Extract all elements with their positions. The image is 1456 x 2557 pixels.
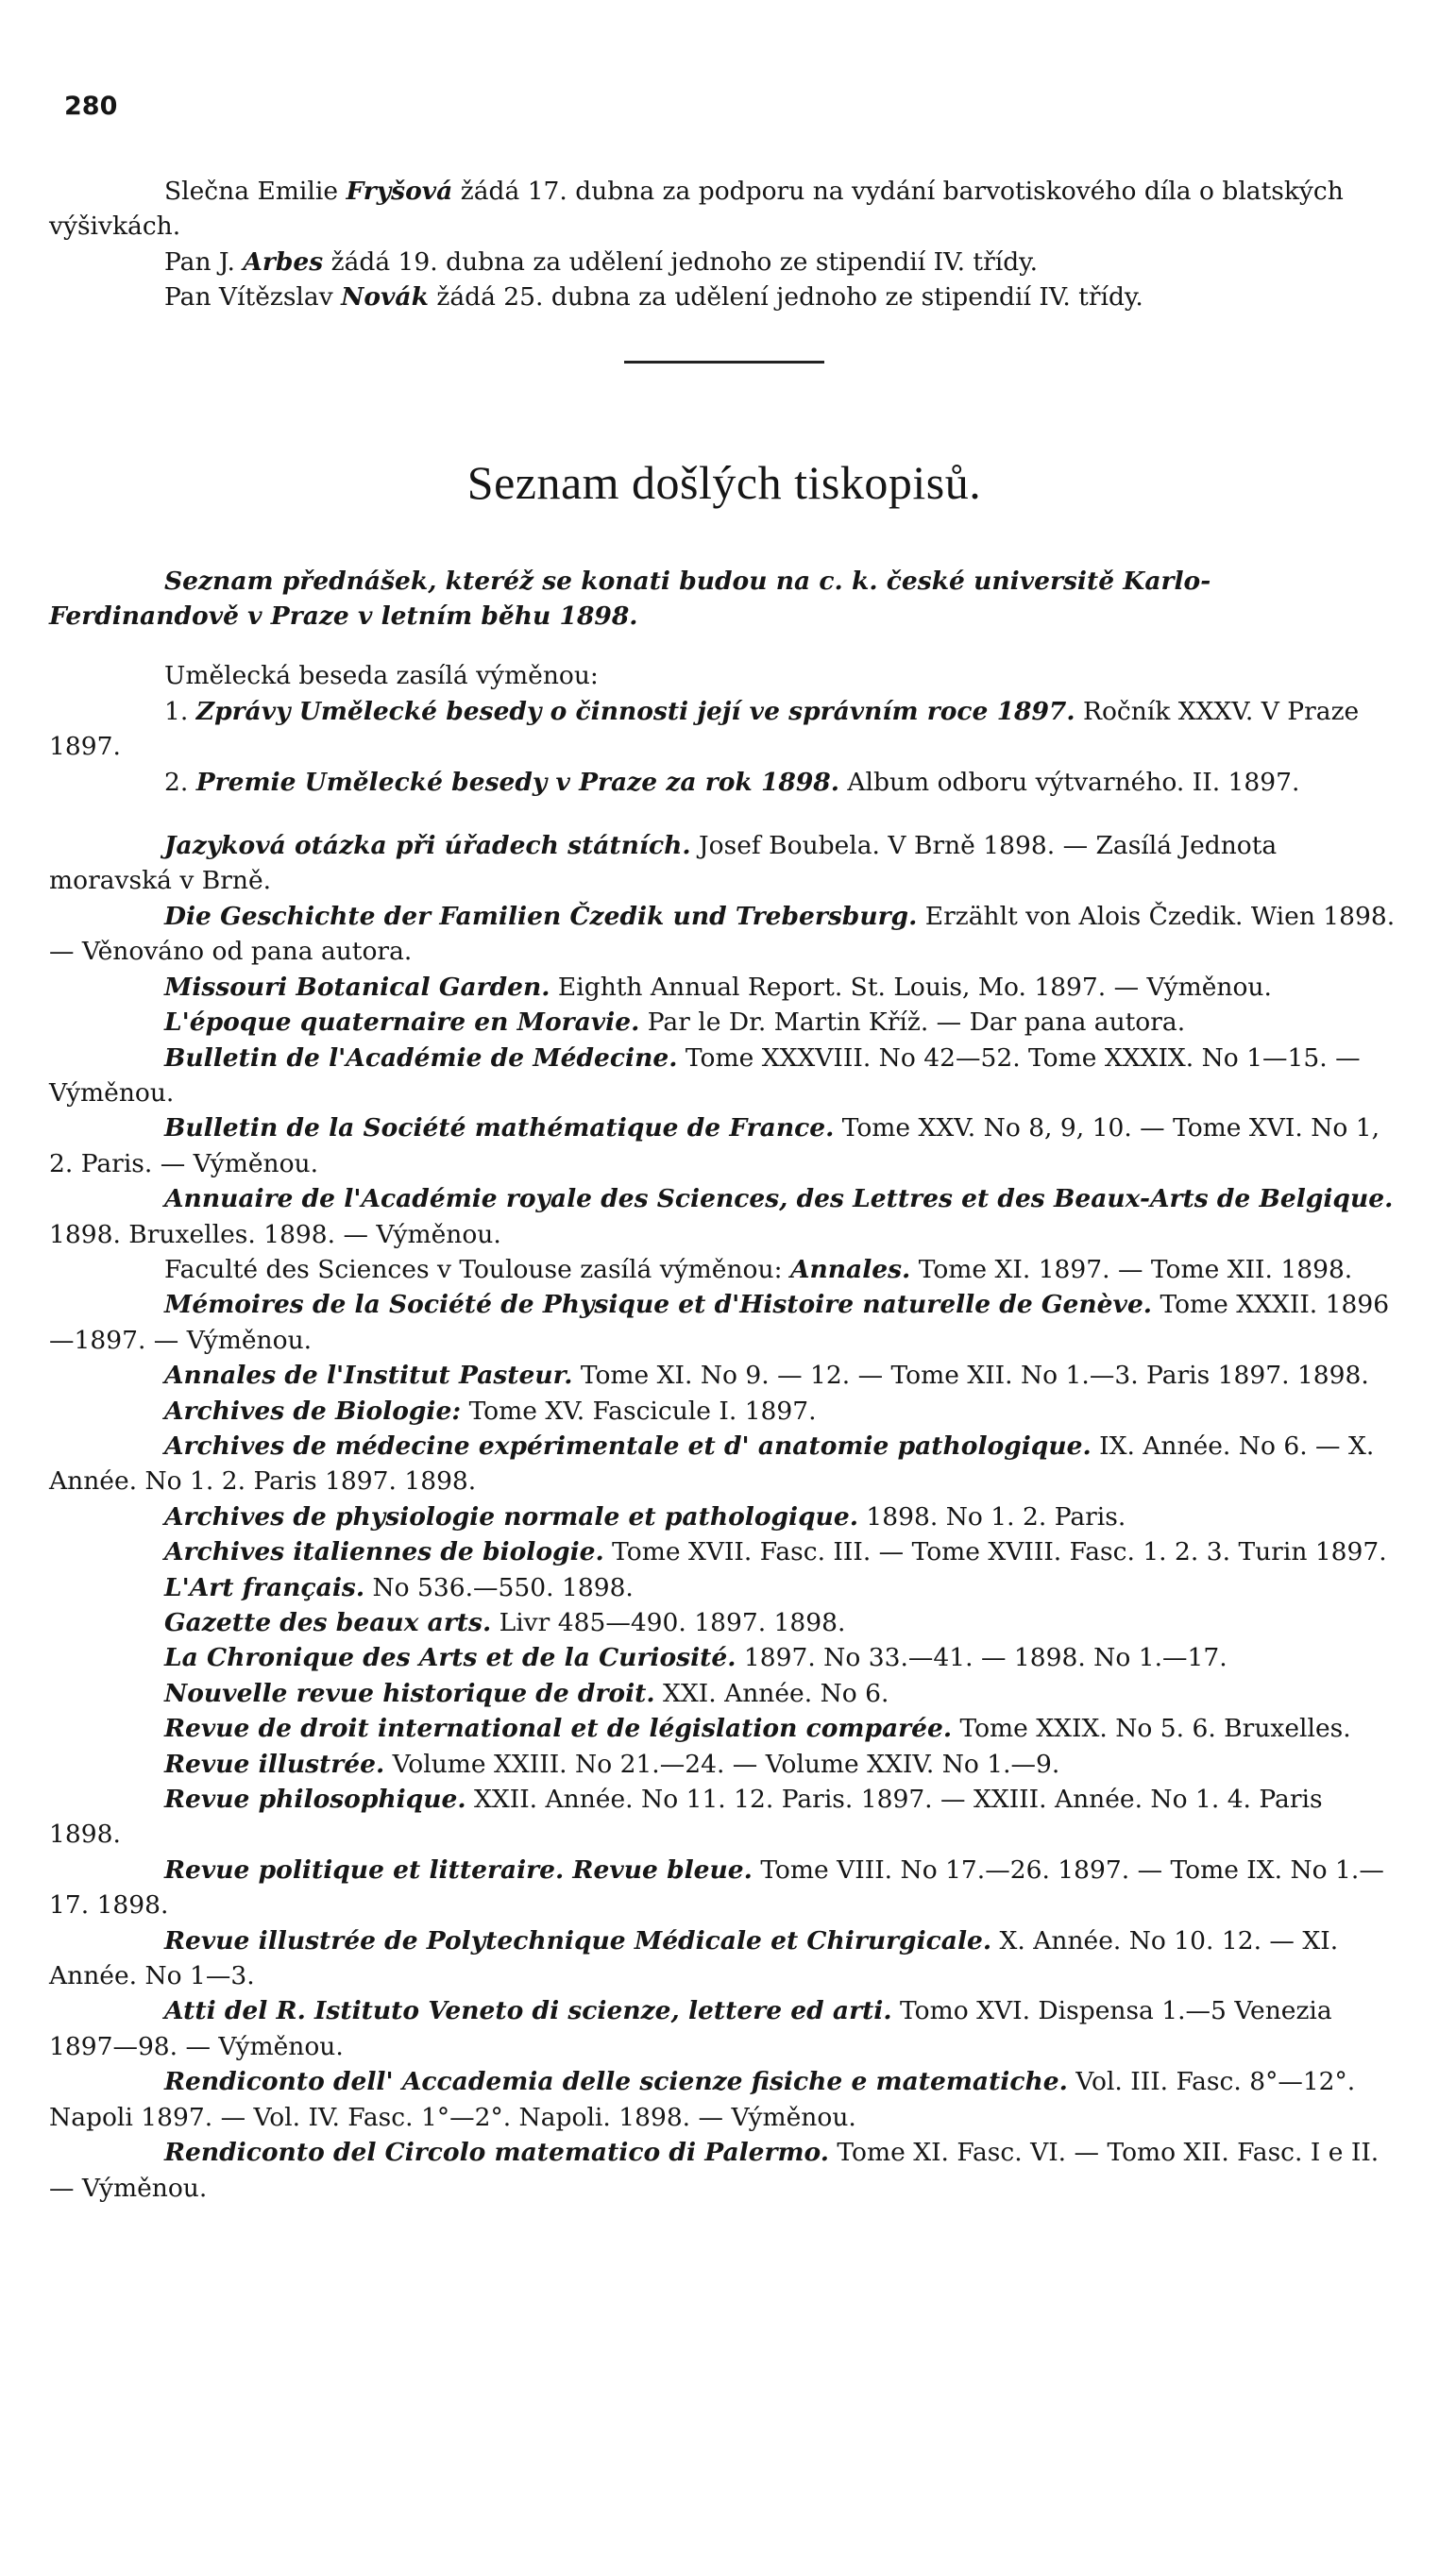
intro-paragraph: Seznam přednášek, kteréž se konati budou na c. k. české universitě Karlo-Ferdinandově v Praze v letním běhu 1898. (49, 566, 1211, 632)
entry-paragraph (49, 1676, 1399, 1711)
entry-title: Jazyková otázka při úřadech státních. (164, 831, 691, 861)
entry-title: Archives de médecine expérimentale et d' anatomie pathologique. (164, 1431, 1092, 1461)
entry-details: Tome XXXVIII. No 42—52. Tome XXXIX. No 1—15. — Výměnou. (49, 1042, 1361, 1108)
entry-paragraph (49, 1640, 1399, 1675)
entry-paragraph (49, 1605, 1399, 1640)
entry-paragraph (49, 1923, 1399, 1994)
entry-details: Vol. III. Fasc. 8°—12°. Napoli 1897. — Vol. IV. Fasc. 1°—2°. Napoli. 1898. — Výměnou. (49, 2067, 1356, 2132)
requests-section (49, 174, 1399, 315)
section-heading: Seznam došlých tiskopisů. (466, 455, 982, 509)
entry-title: L'époque quaternaire en Moravie. (164, 1008, 640, 1038)
entry-title: Rendiconto del Circolo matematico di Palermo. (164, 2138, 829, 2168)
entry-title: Bulletin de la Société mathématique de France. (164, 1113, 835, 1143)
entry-paragraph (49, 1110, 1399, 1181)
request-paragraph: Slečna Emilie Fryšová žádá 17. dubna za podporu na vydání barvotiskového díla o blatských výšivkách. (49, 177, 1344, 242)
entry-title: Gazette des beaux arts. (164, 1608, 492, 1637)
entry-title: Revue politique et litteraire. Revue bleue. (164, 1854, 753, 1885)
entry-title: L'Art français. (164, 1572, 365, 1602)
entry-title: La Chronique des Arts et de la Curiosité. (164, 1643, 736, 1673)
entry-details: Tome XI. Fasc. VI. — Tomo XII. Fasc. I e II. — Výměnou. (49, 2138, 1380, 2203)
entry-details: Tome XXIX. No 5. 6. Bruxelles. (952, 1714, 1351, 1744)
entry-lead-text: Faculté des Sciences v Toulouse zasílá výměnou: (164, 1254, 790, 1284)
entry-details: Tome XI. No 9. — 12. — Tome XII. No 1.—3. Paris 1897. 1898. (572, 1361, 1369, 1391)
entry-title: Atti del R. Istituto Veneto di scienze, lettere ed arti. (164, 1996, 892, 2026)
entry-details: X. Année. No 10. 12. — XI. Année. No 1—3. (49, 1925, 1339, 1991)
entry-details: Tome XVII. Fasc. III. — Tome XVIII. Fasc. 1. 2. 3. Turin 1897. (603, 1537, 1387, 1567)
entry-title: Die Geschichte der Familien Čzedik und Trebersburg. (164, 901, 918, 931)
entry-paragraph (49, 2135, 1399, 2206)
page-number: 280 (64, 92, 118, 121)
entry-paragraph (49, 1429, 1399, 1499)
entry-details: XXI. Année. No 6. (654, 1678, 889, 1708)
entry-paragraph (49, 1993, 1399, 2064)
entry-details: Tome XV. Fascicule I. 1897. (461, 1396, 817, 1426)
entry-paragraph (49, 1358, 1399, 1393)
entry-details: Tome XXXII. 1896—1897. — Výměnou. (49, 1290, 1390, 1355)
entry-title: Revue de droit international et de législation comparée. (164, 1714, 953, 1744)
entry-paragraph (49, 1782, 1399, 1853)
entry-title: Rendiconto dell' Accademia delle scienze fisiche e matematiche. (164, 2067, 1068, 2097)
entry-paragraph (49, 970, 1399, 1005)
entry-details: Tome XI. 1897. — Tome XII. 1898. (910, 1254, 1353, 1284)
entry-details: 1898. Bruxelles. 1898. — Výměnou. (49, 1219, 501, 1249)
entry-details: Livr 485—490. 1897. 1898. (491, 1608, 846, 1637)
entry-paragraph: 2. Premie Umělecké besedy v Praze za rok 1898. Album odboru výtvarného. II. 1897. (164, 767, 1300, 797)
request-paragraph: Pan J. Arbes žádá 19. dubna za udělení jednoho ze stipendií IV. třídy. (164, 246, 1039, 277)
entry-title: Archives de Biologie: (164, 1396, 462, 1426)
entry-title: Bulletin de l'Académie de Médecine. (164, 1042, 678, 1073)
entry-paragraph (49, 899, 1399, 970)
entry-title: Nouvelle revue historique de droit. (164, 1678, 655, 1708)
entry-paragraph (49, 1747, 1399, 1782)
entry-paragraph (49, 1711, 1399, 1746)
entry-paragraph (49, 1394, 1399, 1429)
entry-paragraph (49, 1181, 1399, 1252)
entry-paragraph (49, 1570, 1399, 1605)
entry-paragraph (49, 828, 1399, 899)
entry-details: 1898. No 1. 2. Paris. (858, 1501, 1126, 1532)
entry-paragraph (49, 1853, 1399, 1923)
entry-paragraph (49, 1499, 1399, 1534)
received-publications-list (49, 828, 1399, 2206)
entry-details: No 536.—550. 1898. (364, 1572, 634, 1602)
umelecka-beseda-block (49, 658, 1399, 800)
entry-paragraph: 1. Zprávy Umělecké besedy o činnosti její ve správním roce 1897. Ročník XXXV. V Praze 1897. (49, 696, 1360, 762)
entry-details: Volume XXIII. No 21.—24. — Volume XXIV. No 1.—9. (384, 1749, 1060, 1779)
entry-details: Tome VIII. No 17.—26. 1897. — Tome IX. No 1.—17. 1898. (49, 1854, 1384, 1921)
request-paragraph: Pan Vítězslav Novák žádá 25. dubna za udělení jednoho ze stipendií IV. třídy. (164, 282, 1143, 313)
entry-title: Annales de l'Institut Pasteur. (164, 1361, 573, 1391)
entry-paragraph (49, 2064, 1399, 2135)
entry-details: Erzählt von Alois Čzedik. Wien 1898. — Věnováno od pana autora. (49, 901, 1396, 967)
spacer (49, 800, 1399, 828)
entry-paragraph (49, 1534, 1399, 1569)
entry-title: Revue philosophique. (164, 1785, 466, 1815)
entry-details: IX. Année. No 6. — X. Année. No 1. 2. Paris 1897. 1898. (49, 1431, 1375, 1497)
entry-title: Archives de physiologie normale et pathologique. (164, 1501, 858, 1532)
entry-paragraph (49, 1287, 1399, 1358)
entry-paragraph (49, 1041, 1399, 1111)
entry-details: Tomo XVI. Dispensa 1.—5 Venezia 1897—98. — Výměnou. (49, 1996, 1332, 2061)
entry-title: Missouri Botanical Garden. (164, 972, 550, 1002)
entry-title: Annales. (789, 1254, 911, 1284)
entry-details: Tome XXV. No 8, 9, 10. — Tome XVI. No 1, 2. Paris. — Výměnou. (49, 1113, 1380, 1178)
entry-details: Par le Dr. Martin Kříž. — Dar pana autora. (639, 1008, 1186, 1038)
entry-paragraph: Umělecká beseda zasílá výměnou: (164, 661, 599, 691)
entry-title: Revue illustrée de Polytechnique Médicale et Chirurgicale. (164, 1925, 992, 1956)
entry-details: Josef Boubela. V Brně 1898. — Zasílá Jednota moravská v Brně. (49, 831, 1278, 896)
entry-paragraph (49, 1005, 1399, 1040)
entry-details: Eighth Annual Report. St. Louis, Mo. 1897. — Výměnou. (550, 972, 1272, 1002)
entry-details: 1897. No 33.—41. — 1898. No 1.—17. (736, 1643, 1227, 1673)
entry-title: Archives italiennes de biologie. (164, 1537, 604, 1567)
entry-title: Revue illustrée. (164, 1749, 385, 1779)
entry-paragraph (49, 1252, 1399, 1287)
entry-title: Annuaire de l'Académie royale des Sciences, des Lettres et des Beaux-Arts de Belgique. (164, 1184, 1394, 1214)
section-divider (624, 361, 824, 364)
entry-details: XXII. Année. No 11. 12. Paris. 1897. — XXIII. Année. No 1. 4. Paris 1898. (49, 1785, 1323, 1850)
entry-title: Mémoires de la Société de Physique et d'Histoire naturelle de Genève. (164, 1290, 1153, 1320)
